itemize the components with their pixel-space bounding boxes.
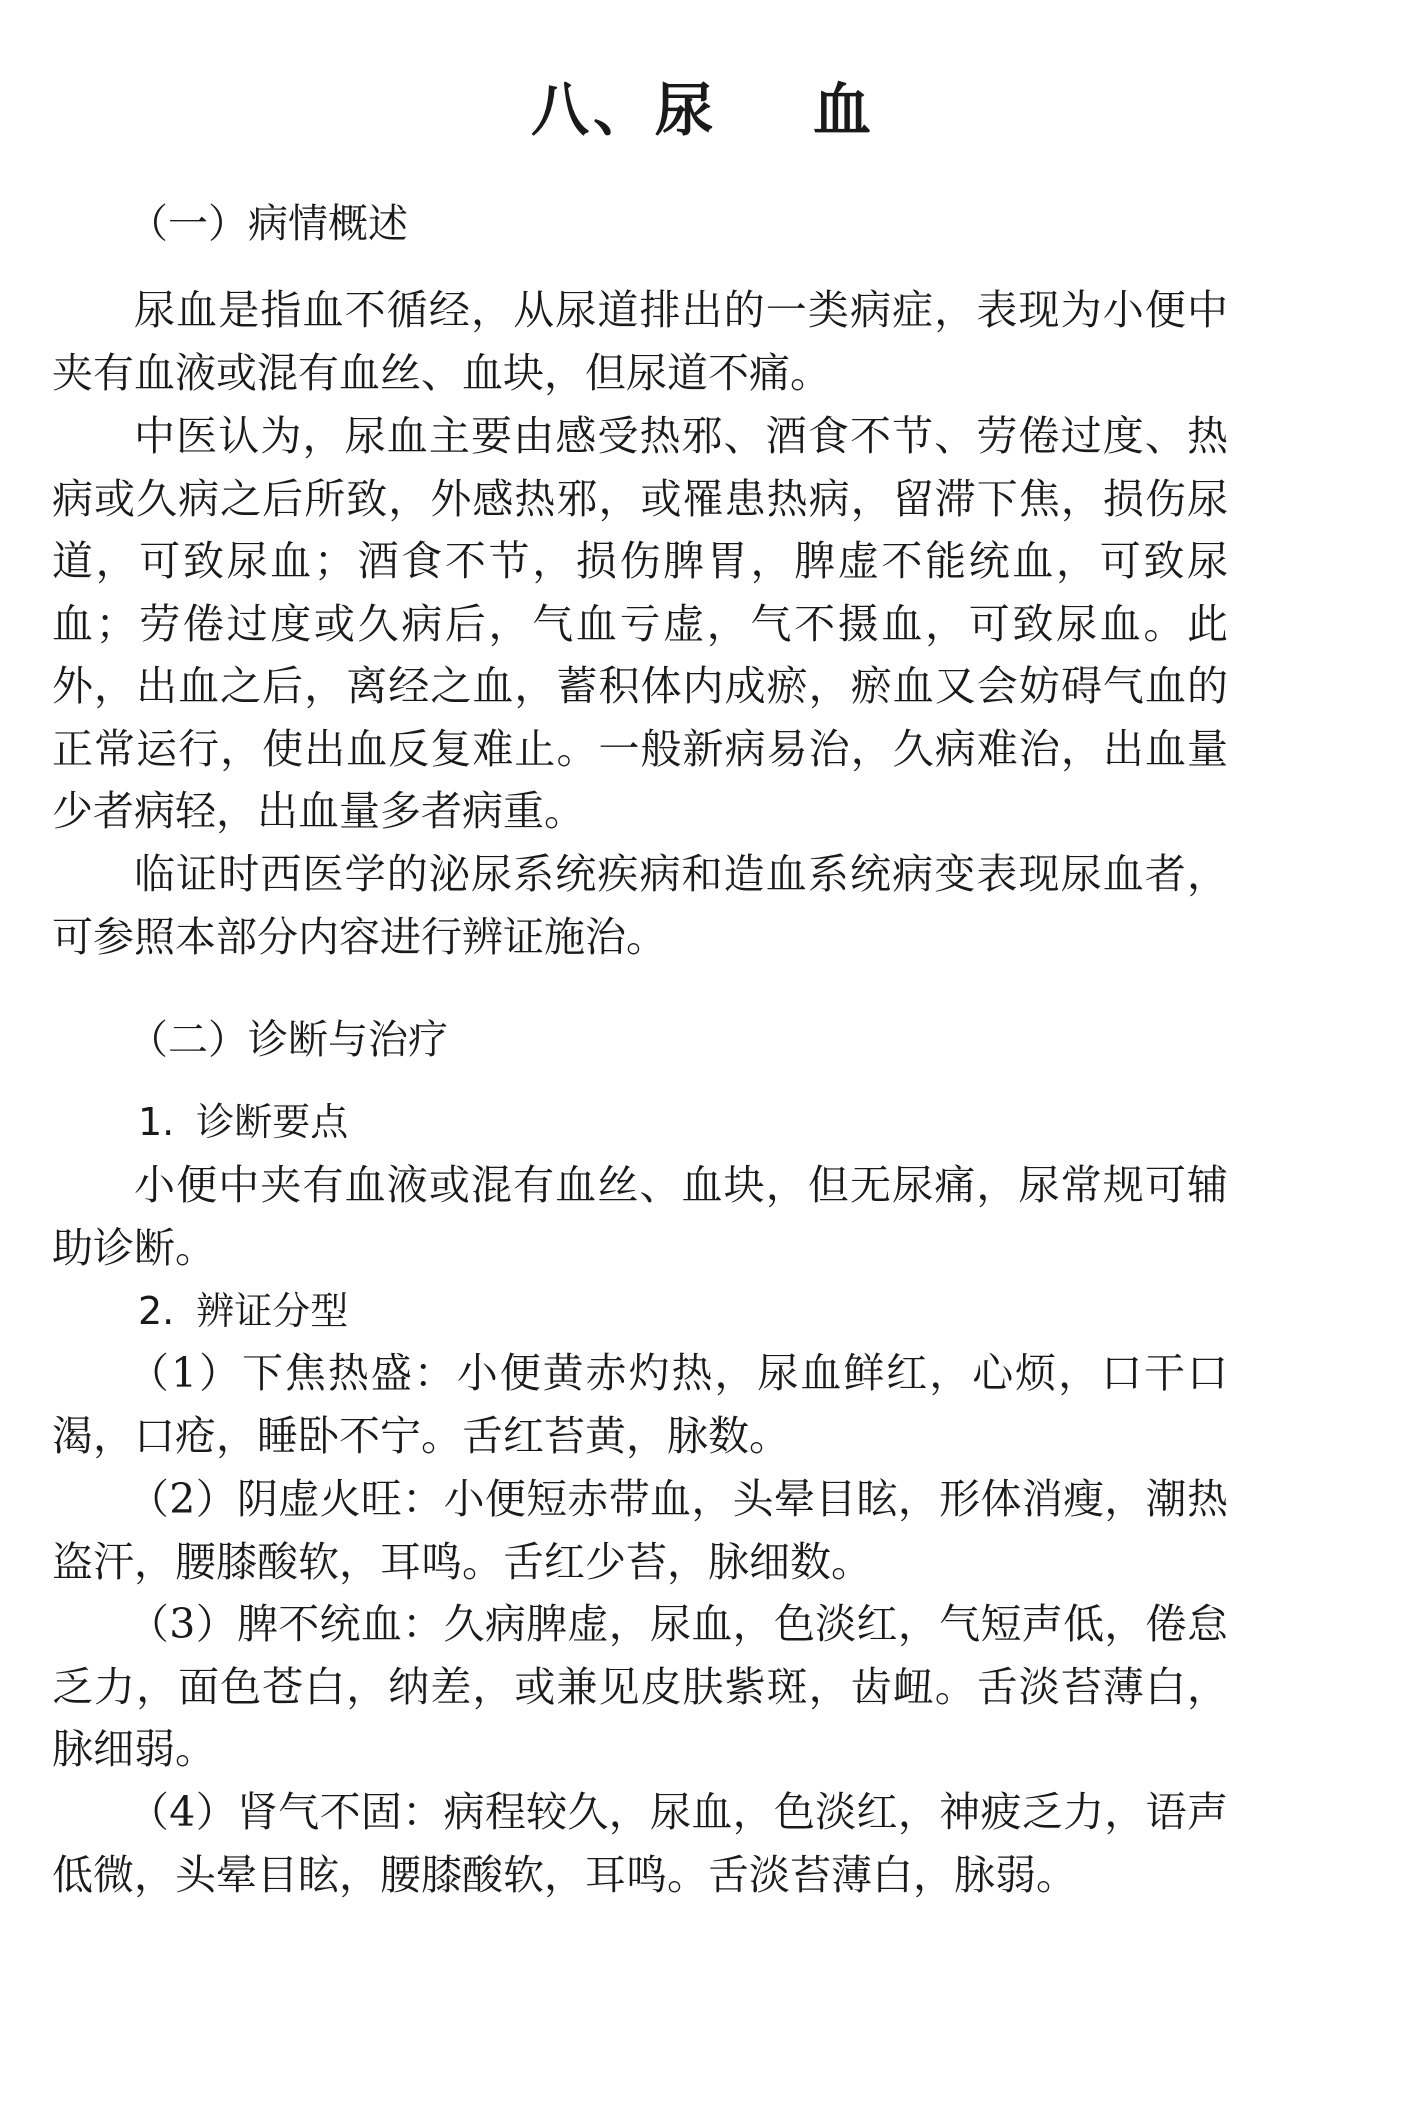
subheading-types <box>138 1283 348 1339</box>
subheading-number: 1. <box>138 1100 175 1144</box>
subheading-number: 2. <box>138 1289 175 1333</box>
subheading-key-points <box>138 1094 348 1150</box>
title-part-2: 血 <box>813 76 876 144</box>
subheading-label: 辨证分型 <box>196 1289 349 1333</box>
type-item-2: （2）阴虚火旺：小便短赤带血，头晕目眩，形体消瘦，潮热盗汗，腰膝酸软，耳鸣。舌红少苔，脉细数。 <box>52 1475 1228 1586</box>
overview-paragraph-2: 中医认为，尿血主要由感受热邪、酒食不节、劳倦过度、热病或久病之后所致，外感热邪，或罹患热病，留滞下焦，损伤尿道，可致尿血；酒食不节，损伤脾胃，脾虚不能统血，可致尿血；劳倦过度或久病后，气血亏虚，气不摄血，可致尿血。此外，出血之后，离经之血，蓄积体内成瘀，瘀血又会妨碍气血的正常运行，使出血反复难止。一般新病易治，久病难治，出血量少者病轻，出血量多者病重。 <box>52 412 1228 835</box>
section-heading-overview: （一）病情概述 <box>128 201 408 247</box>
type-item-1: （1）下焦热盛：小便黄赤灼热，尿血鲜红，心烦，口干口渴，口疮，睡卧不宁。舌红苔黄，脉数。 <box>52 1349 1228 1460</box>
key-points-text: 小便中夹有血液或混有血丝、血块，但无尿痛，尿常规可辅助诊断。 <box>52 1161 1228 1272</box>
section-heading-diagnosis: （二）诊断与治疗 <box>128 1017 448 1063</box>
type-item-4: （4）肾气不固：病程较久，尿血，色淡红，神疲乏力，语声低微，头晕目眩，腰膝酸软，耳鸣。舌淡苔薄白，脉弱。 <box>52 1788 1228 1899</box>
title-part-1: 八、尿 <box>530 76 717 144</box>
subheading-label: 诊断要点 <box>196 1100 349 1144</box>
page-title <box>0 62 1406 158</box>
overview-paragraph-3: 临证时西医学的泌尿系统疾病和造血系统病变表现尿血者，可参照本部分内容进行辨证施治。 <box>52 850 1228 961</box>
type-item-3: （3）脾不统血：久病脾虚，尿血，色淡红，气短声低，倦怠乏力，面色苍白，纳差，或兼见皮肤紫斑，齿衄。舌淡苔薄白，脉细弱。 <box>52 1600 1228 1773</box>
overview-paragraph-1: 尿血是指血不循经，从尿道排出的一类病症，表现为小便中夹有血液或混有血丝、血块，但尿道不痛。 <box>52 286 1228 397</box>
